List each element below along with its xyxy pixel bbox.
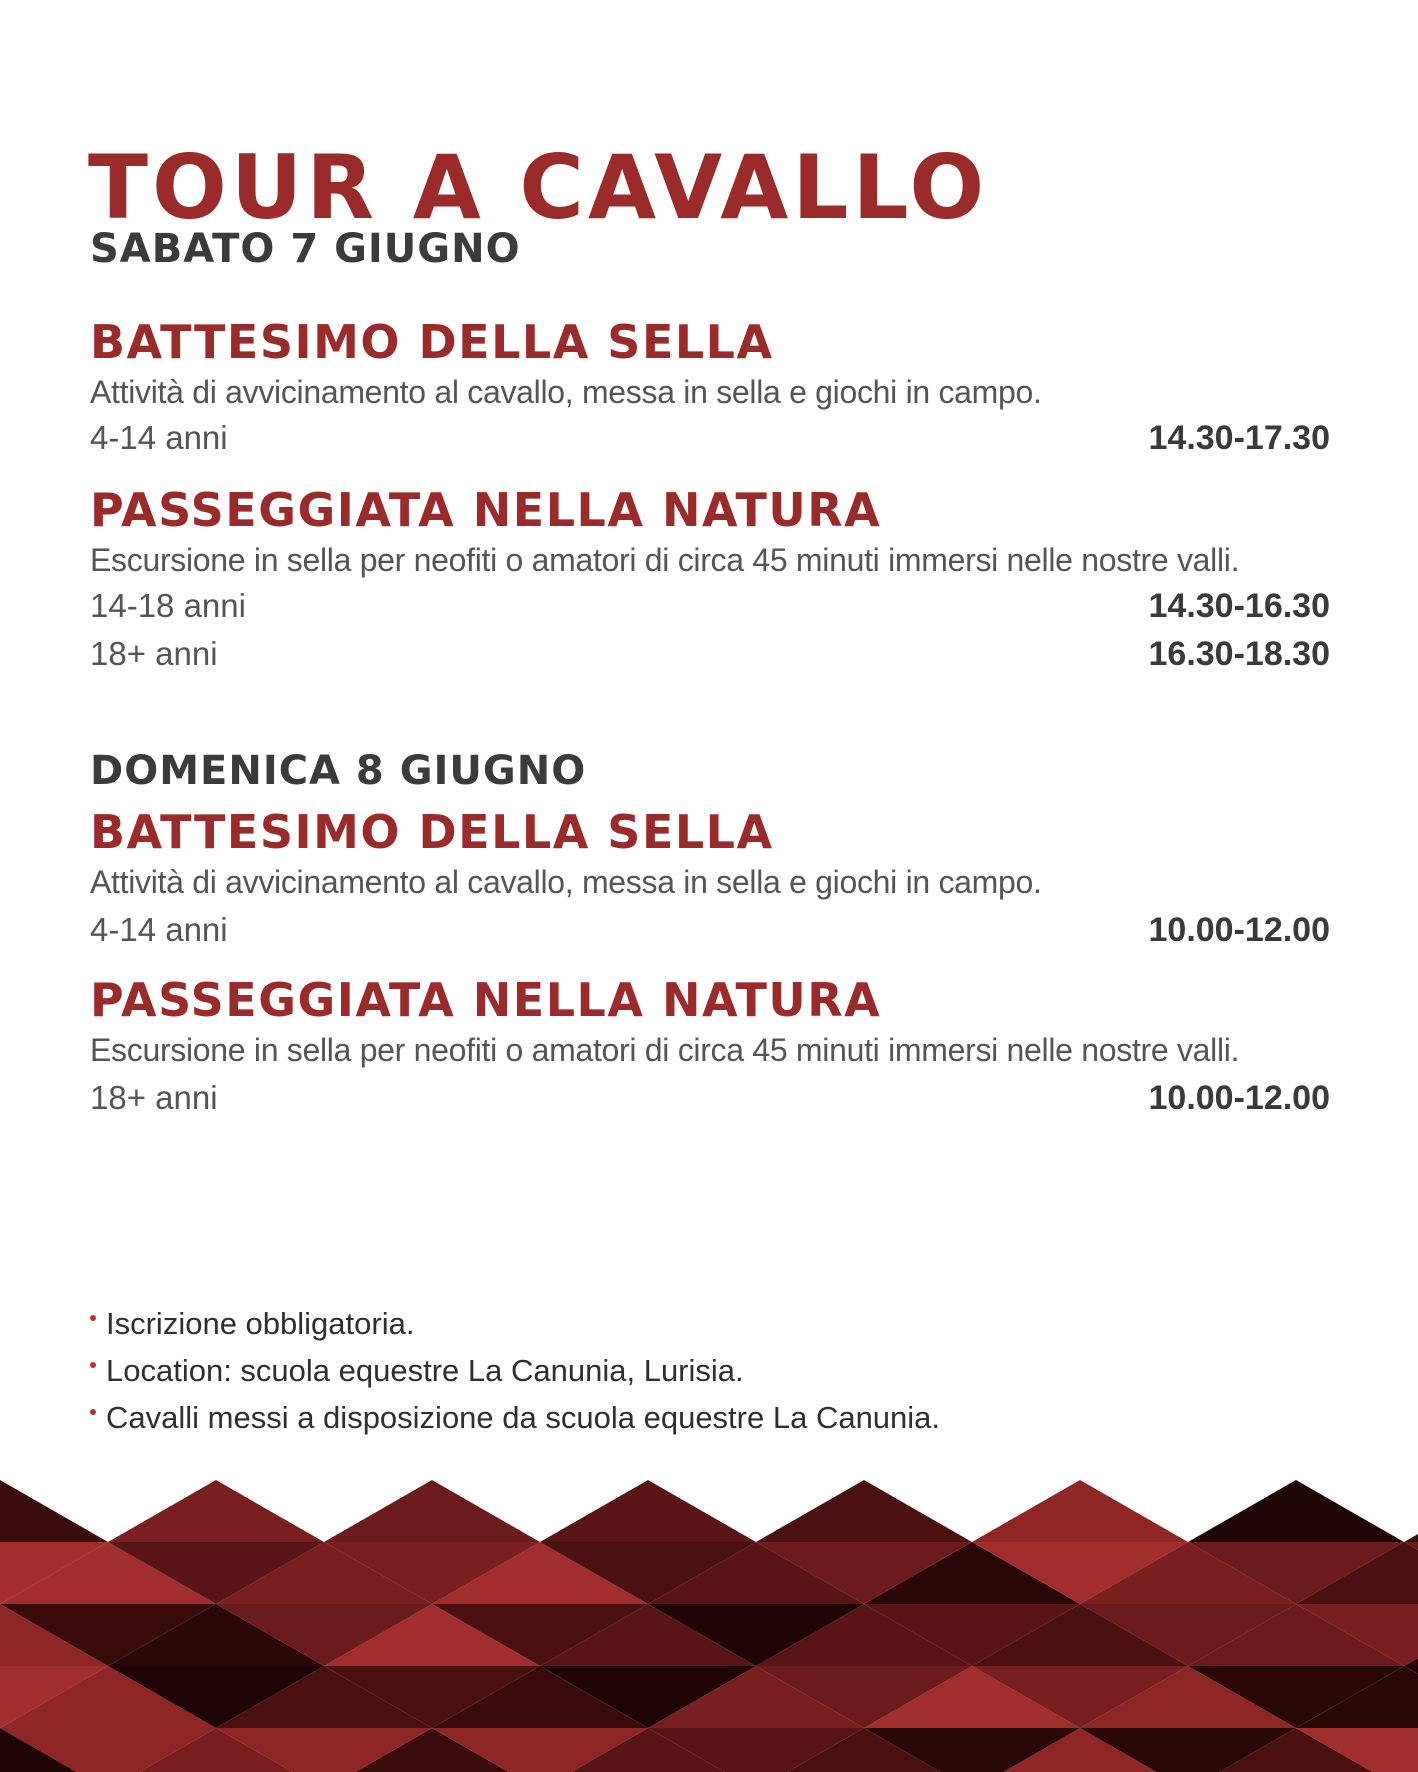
pattern-triangle: [108, 1480, 324, 1542]
pattern-triangle: [0, 1480, 108, 1542]
activity-description: Escursione in sella per neofiti o amatori di circa 45 minuti immersi nelle nostre valli.: [90, 1032, 1240, 1068]
time-slot: 14.30-16.30: [1148, 587, 1330, 625]
age-range: 14-18 anni: [90, 587, 246, 624]
note-item: [90, 1394, 940, 1441]
pattern-triangle: [972, 1480, 1188, 1542]
schedule-row: [90, 1076, 1330, 1120]
activity-title: PASSEGGIATA NELLA NATURA: [90, 973, 882, 1027]
note-text: Location: scuola equestre La Canunia, Lurisia.: [106, 1353, 744, 1388]
triangle-pattern-decoration: [0, 1480, 1418, 1772]
bullet-icon: [90, 1409, 96, 1415]
activity-description: Escursione in sella per neofiti o amatori di circa 45 minuti immersi nelle nostre valli.: [90, 542, 1240, 578]
age-range: 4-14 anni: [90, 911, 228, 948]
note-item: [90, 1300, 940, 1347]
age-range: 4-14 anni: [90, 419, 228, 456]
activity-description: Attività di avvicinamento al cavallo, messa in sella e giochi in campo.: [90, 864, 1042, 900]
time-slot: 16.30-18.30: [1148, 635, 1330, 673]
age-range: 18+ anni: [90, 635, 218, 672]
notes-list: [90, 1300, 940, 1441]
day-heading-saturday: SABATO 7 GIUGNO: [90, 226, 521, 272]
activity-title: PASSEGGIATA NELLA NATURA: [90, 483, 882, 537]
activity-title: BATTESIMO DELLA SELLA: [90, 315, 774, 369]
time-slot: 10.00-12.00: [1148, 1079, 1330, 1117]
schedule-row: [90, 416, 1330, 460]
bullet-icon: [90, 1362, 96, 1368]
age-range: 18+ anni: [90, 1079, 218, 1116]
schedule-row: [90, 584, 1330, 628]
pattern-triangle: [540, 1480, 756, 1542]
bullet-icon: [90, 1315, 96, 1321]
activity-description: Attività di avvicinamento al cavallo, messa in sella e giochi in campo.: [90, 374, 1042, 410]
note-text: Cavalli messi a disposizione da scuola equestre La Canunia.: [106, 1400, 941, 1435]
pattern-triangle: [324, 1480, 540, 1542]
pattern-triangle: [756, 1480, 972, 1542]
note-item: [90, 1347, 940, 1394]
day-heading-sunday: DOMENICA 8 GIUGNO: [90, 748, 587, 794]
schedule-row: [90, 632, 1330, 676]
pattern-triangle: [1188, 1480, 1404, 1542]
note-text: Iscrizione obbligatoria.: [106, 1306, 415, 1341]
activity-title: BATTESIMO DELLA SELLA: [90, 805, 774, 859]
time-slot: 10.00-12.00: [1148, 911, 1330, 949]
pattern-triangle: [1404, 1480, 1418, 1542]
page-title: TOUR A CAVALLO: [88, 136, 989, 239]
time-slot: 14.30-17.30: [1148, 419, 1330, 457]
schedule-row: [90, 908, 1330, 952]
